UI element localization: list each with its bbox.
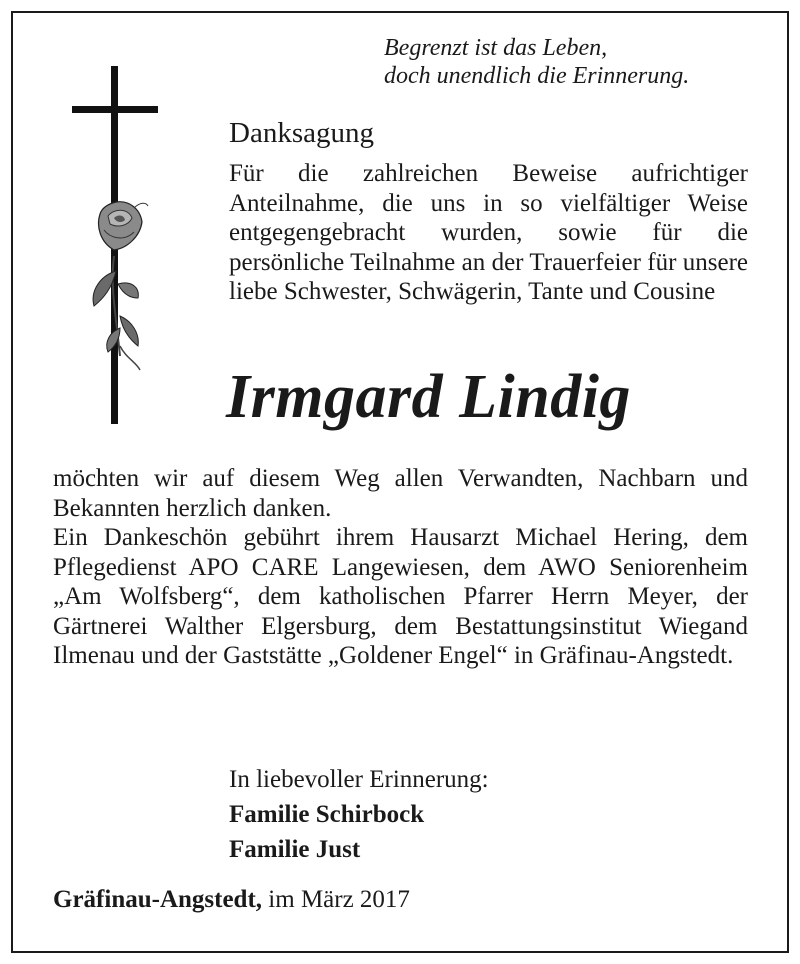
thanks-paragraph: möchten wir auf diesem Weg allen Verwandten, Nachbarn und Bekannten herzlich danken. [53,465,748,522]
date: im März 2017 [268,886,410,913]
family-name: Familie Schirbock [229,801,425,828]
cross-icon [70,66,162,424]
motto [384,34,744,90]
place-date [53,884,410,916]
rose-icon [93,202,148,370]
motto-line-2: doch unendlich die Erinnerung. [384,63,690,89]
closing-block [229,762,489,867]
special-thanks-paragraph: Ein Dankeschön gebührt ihrem Hausarzt Michael Hering, dem Pflegedienst APO CARE Langewiesen, dem AWO Seniorenheim „Am Wolfsberg“, dem katholischen Pfarrer Herrn Meyer, der Gärtnerei Walther Elgersburg, dem Bestattungsinstitut Wiegand Ilmenau und der Gaststätte „Goldener Engel“ in Gräfinau-Angstedt. [53,524,748,669]
heading-danksagung: Danksagung [229,117,374,149]
family-name: Familie Just [229,836,361,863]
closing-phrase: In liebevoller Erinnerung: [229,766,489,793]
intro-paragraph: Für die zahlreichen Beweise aufrichtiger Anteilnahme, die uns in so vielfältiger Weise entgegengebracht wurden, sowie für die persönliche Teilnahme an der Trauerfeier für unsere liebe Schwester, Schwägerin, Tante und Cousine [229,160,748,305]
place: Gräfinau-Angstedt, [53,886,263,913]
body-text [53,464,748,671]
deceased-name: Irmgard Lindig [226,363,631,431]
motto-line-1: Begrenzt ist das Leben, [384,35,608,61]
